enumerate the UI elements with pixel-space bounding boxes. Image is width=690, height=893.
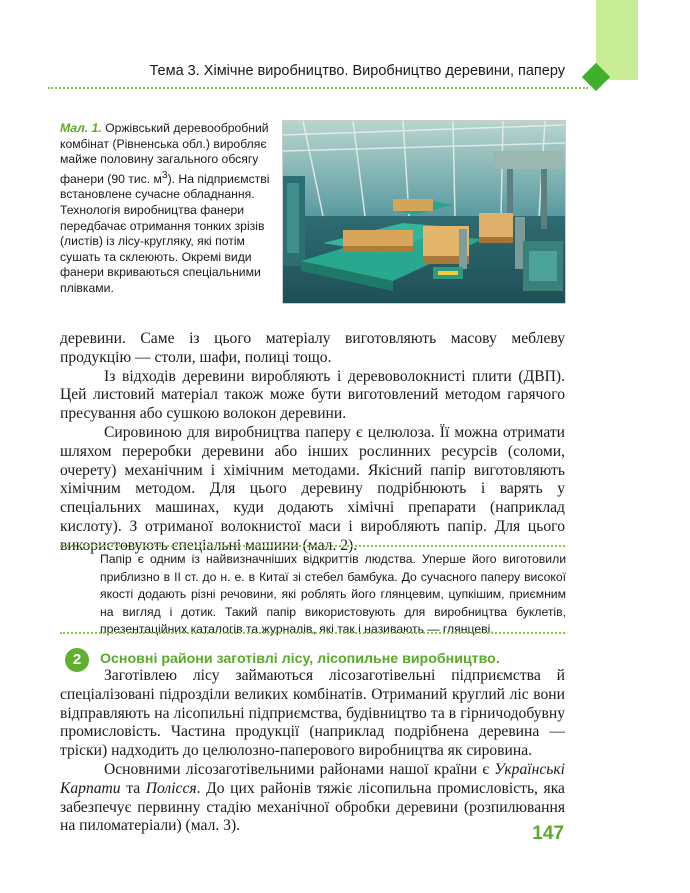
paragraph: Заготівлею лісу займаються лісозаготівельні підприємства й спеціалізовані підрозділи великих комбінатів. Отриманий круглий ліс вони відправляють на лісопильні підприємства, будівництво та в гірничодобувну промисловість. Частина продукції (наприклад подрібнена деревина — тріски) надходить до целюлозно-паперового виробництва як сировина. — [60, 667, 565, 760]
running-header: Тема 3. Хімічне виробництво. Виробництво деревини, паперу — [149, 63, 565, 79]
figure-caption-text: Оржівський деревообробний комбінат (Рівненська обл.) виробляє майже половину загального обсягу фанери (90 тис. м — [60, 121, 269, 186]
section-heading: Основні райони заготівлі лісу, лісопильне виробництво. — [100, 651, 500, 667]
region-name: Українські Карпати — [60, 760, 565, 797]
paragraph: Сировиною для виробництва паперу є целюлоза. Її можна отримати шляхом переробки деревини або інших рослинних ресурсів (соломи, очерету) механічним і хімічним методами. Якісний папір виготовляють хімічним методом. Для цього деревину подрібнюють і варять у спеціальних машинах, куди додають хімічні препарати (наприклад кислоту). З отриманої волокнистої маси і виробляють папір. Для цього використовують спеціальні машини (мал. 2). — [60, 423, 565, 554]
info-note: Папір є одним із найвизначніших відкриттів людства. Уперше його виготовили приблизно в ІІ ст. до н. е. в Китаї зі стебел бамбука. До сучасного паперу високої якості додають різні речовини, які роблять його глянцевим, цупкішим, приємним на вигляд і дотик. Такий папір використовують для виробництва буклетів, презентаційних каталогів та журналів, які так і називають — глянцеві. — [100, 552, 566, 637]
figure-caption-rest: ). На підприємстві встановлене сучасне обладнання. Технологія виробництва фанери передбачає отримання тонких зрізів (листів) із лісу-кругляку, які потім сушать та склеюють. Окремі види фанери вкриваються спеціальними плівками. — [60, 171, 270, 295]
section-number-badge: 2 — [65, 648, 89, 672]
figure-label: Мал. 1. — [60, 121, 102, 135]
paragraph-text: Основними лісозаготівельними районами нашої країни є — [104, 760, 495, 778]
corner-tab — [596, 0, 638, 80]
note-bottom-divider — [60, 632, 565, 634]
header-divider — [48, 87, 588, 89]
figure-caption — [60, 121, 272, 297]
body-text-block-2 — [60, 667, 565, 836]
figure-caption-sup: 3 — [161, 169, 168, 181]
factory-photo — [283, 121, 565, 303]
paragraph-text: . До цих районів тяжіє лісопильна промисловість, яка забезпечує первинну стадію механічної обробки деревини (розпилювання на пиломатеріали) (мал. 3). — [60, 779, 565, 835]
paragraph: деревини. Саме із цього матеріалу виготовляють масову меблеву продукцію — столи, шафи, полиці тощо. — [60, 330, 565, 366]
body-text-block-1 — [60, 330, 565, 556]
paragraph-text: та — [120, 779, 146, 797]
paragraph: Із відходів деревини виробляють і деревоволокнисті плити (ДВП). Цей листовий матеріал також може бути виготовлений методом гарячого пресування або сушкою волокон деревини. — [60, 367, 565, 423]
region-name: Полісся — [145, 779, 197, 797]
page-number: 147 — [532, 823, 564, 844]
factory-photo-illustration — [283, 121, 565, 303]
note-top-divider — [60, 545, 565, 547]
paragraph — [60, 761, 565, 836]
